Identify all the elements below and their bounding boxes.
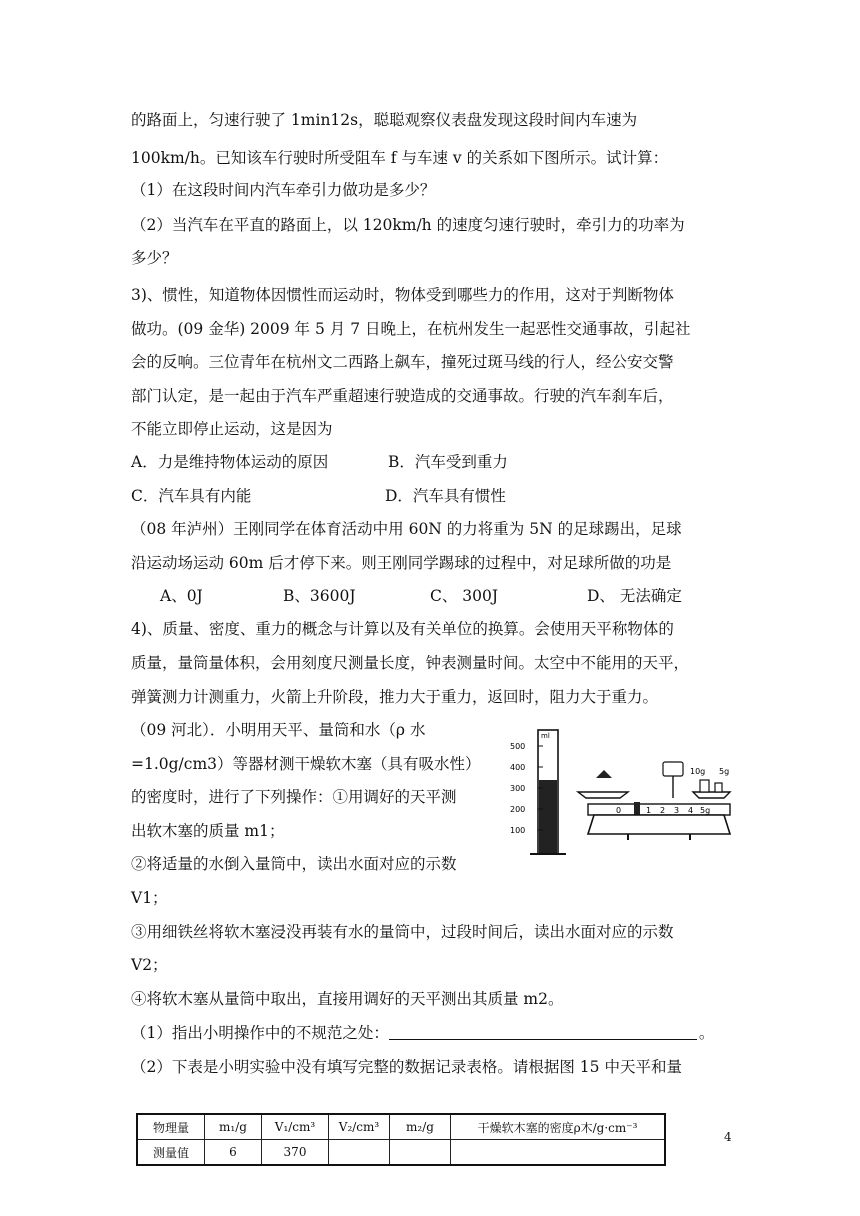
scale-mark: 4 xyxy=(688,806,694,815)
cylinder-unit: ml xyxy=(541,732,550,740)
scale-mark: 3 xyxy=(674,806,680,815)
text-line: 不能立即停止运动，这是因为 xyxy=(131,420,333,438)
text-line: V1； xyxy=(131,889,168,907)
cylinder-tick-label: 200 xyxy=(510,805,526,814)
table-cell xyxy=(329,1140,390,1166)
cylinder-tick-label: 500 xyxy=(510,742,526,751)
weight-label: 10g xyxy=(690,767,706,776)
text-line: 100km/h。已知该车行驶时所受阻车 f 与车速 v 的关系如下图所示。试计算： xyxy=(131,149,669,167)
page-number: 4 xyxy=(724,1130,732,1144)
option-a: A．力是维持物体运动的原因 xyxy=(131,453,329,471)
text-line: ②将适量的水倒入量筒中，读出水面对应的示数 xyxy=(131,855,457,873)
question-1-text: （1）指出小明操作中的不规范之处： xyxy=(131,1024,389,1042)
scale-mark: 1 xyxy=(646,806,652,815)
data-table xyxy=(136,1113,666,1166)
scale-mark: 2 xyxy=(660,806,666,815)
text-line: ③用细铁丝将软木塞浸没再装有水的量筒中，过段时间后，读出水面对应的示数 xyxy=(131,923,674,941)
table-header-cell: V₂/cm³ xyxy=(329,1114,390,1140)
option-c: C、 300J xyxy=(430,587,499,605)
table-row xyxy=(137,1140,665,1166)
graduated-cylinder xyxy=(510,730,566,854)
answer-blank xyxy=(389,1025,697,1040)
table-cell xyxy=(390,1140,451,1166)
text-line: 的密度时，进行了下列操作：①用调好的天平测 xyxy=(131,788,457,806)
text-line: （09 河北）．小明用天平、量筒和水（ρ 水 xyxy=(131,721,426,739)
text-line: （1）在这段时间内汽车牵引力做功是多少？ xyxy=(131,181,436,199)
option-b: B、3600J xyxy=(283,587,356,605)
text-line: V2； xyxy=(131,956,168,974)
text-line: 沿运动场运动 60m 后才停下来。则王刚同学踢球的过程中，对足球所做的功是 xyxy=(131,554,672,572)
table-header-cell: V₁/cm³ xyxy=(262,1114,329,1140)
text-line: 3)、惯性，知道物体因惯性而运动时，物体受到哪些力的作用，这对于判断物体 xyxy=(131,286,674,304)
table-cell: 测量值 xyxy=(137,1140,205,1166)
text-line: 部门认定，是一起由于汽车严重超速行驶造成的交通事故。行驶的汽车刹车后， xyxy=(131,387,674,405)
experiment-figure xyxy=(508,722,740,860)
text-line: 质量，量筒量体积，会用刻度尺测量长度，钟表测量时间。太空中不能用的天平， xyxy=(131,654,690,672)
table-header-cell: 干燥软木塞的密度ρ木/g·cm⁻³ xyxy=(451,1114,666,1140)
table-cell: 6 xyxy=(205,1140,262,1166)
option-d: D．汽车具有惯性 xyxy=(385,487,506,505)
table-header-cell: m₂/g xyxy=(390,1114,451,1140)
text-line: （08 年泸州）王刚同学在体育活动中用 60N 的力将重为 5N 的足球踢出，足球 xyxy=(131,520,682,538)
text-line: 出软木塞的质量 m1； xyxy=(131,822,285,840)
text-line: 的路面上，匀速行驶了 1min12s，聪聪观察仪表盘发现这段时间内车速为 xyxy=(131,111,638,129)
table-header-cell: m₁/g xyxy=(205,1114,262,1140)
weight-label: 5g xyxy=(719,767,730,776)
table-cell xyxy=(451,1140,666,1166)
scale-mark: 0 xyxy=(616,806,622,815)
text-line: 做功。(09 金华) 2009 年 5 月 7 日晚上，在杭州发生一起恶性交通事故，引起社 xyxy=(131,320,691,338)
question-1 xyxy=(131,1023,714,1043)
text-line: ④将软木塞从量筒中取出，直接用调好的天平测出其质量 m2。 xyxy=(131,990,564,1008)
option-d: D、 无法确定 xyxy=(587,587,682,605)
option-c: C．汽车具有内能 xyxy=(131,487,252,505)
question-1-end: 。 xyxy=(698,1024,715,1042)
text-line: 弹簧测力计测重力，火箭上升阶段，推力大于重力，返回时，阻力大于重力。 xyxy=(131,688,659,706)
table-header-cell: 物理量 xyxy=(137,1114,205,1140)
option-a: A、0J xyxy=(160,587,203,605)
balance-scale xyxy=(578,762,730,840)
cylinder-tick-label: 100 xyxy=(510,826,526,835)
cylinder-tick-label: 400 xyxy=(510,763,526,772)
text-line: 会的反响。三位青年在杭州文二西路上飙车，撞死过斑马线的行人，经公安交警 xyxy=(131,353,674,371)
question-2: （2）下表是小明实验中没有填写完整的数据记录表格。请根据图 15 中天平和量 xyxy=(131,1058,682,1076)
option-b: B．汽车受到重力 xyxy=(388,453,508,471)
text-line: （2）当汽车在平直的路面上，以 120km/h 的速度匀速行驶时，牵引力的功率为 xyxy=(131,216,685,234)
table-header-row xyxy=(137,1114,665,1140)
text-line: 多少？ xyxy=(131,249,178,267)
scale-mark: 5g xyxy=(700,806,711,815)
cylinder-tick-label: 300 xyxy=(510,784,526,793)
table-cell: 370 xyxy=(262,1140,329,1166)
text-line: 4)、质量、密度、重力的概念与计算以及有关单位的换算。会使用天平称物体的 xyxy=(131,620,674,638)
text-line: =1.0g/cm3）等器材测干燥软木塞（具有吸水性） xyxy=(131,755,481,773)
